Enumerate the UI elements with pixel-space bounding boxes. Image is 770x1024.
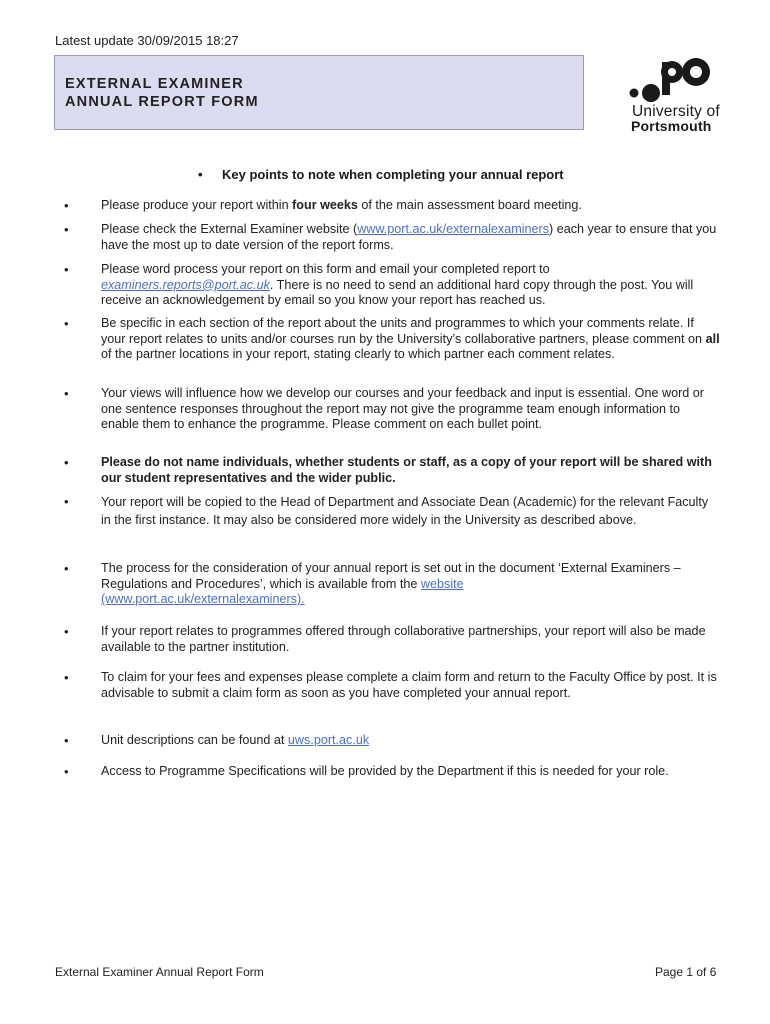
form-title-line-1: EXTERNAL EXAMINER <box>65 76 244 92</box>
unit-descriptions-link[interactable]: uws.port.ac.uk <box>287 733 370 747</box>
list-item-text: If your report relates to programmes offered through collaborative partnerships, your report will also be made available to the partner institution. <box>101 624 706 654</box>
logo-portsmouth-text: Portsmouth <box>631 118 712 134</box>
examiners-email-link[interactable]: examiners.reports@port.ac.uk <box>101 277 270 292</box>
bullet-glyph: • <box>64 624 69 639</box>
list-item-text: Please do not name individuals, whether students or staff, as a copy of your report will be shared with our student representatives and the wider public. <box>101 455 712 485</box>
list-item-text: Be specific in each section of the report about the units and programmes to which your comments relate. If your report relates to units and/or courses run by the University’s collaborative partners, please comment on all of the partner locations in your report, stating clearly to which partner each comment relates. <box>101 316 720 362</box>
list-item-text: Please produce your report within four weeks of the main assessment board meeting. <box>101 198 582 212</box>
bullet-glyph: • <box>64 561 69 576</box>
logo-university-text: University of <box>632 103 720 120</box>
form-title-line-2: ANNUAL REPORT FORM <box>65 94 259 110</box>
key-points-heading-text: Key points to note when completing your annual report <box>222 167 564 182</box>
bullet-glyph: • <box>64 455 69 470</box>
footer-page-number: Page 1 of 6 <box>655 965 717 979</box>
bullet-glyph: • <box>64 386 69 401</box>
list-item-text: Please word process your report on this form and email your completed report to examiners.reports@port.ac.uk. There is no need to send an additional hard copy through the post. You will receive an acknowledgement by email so you know your report has reached us. <box>101 262 694 308</box>
list-item-text: Please check the External Examiner website (www.port.ac.uk/externalexaminers) each year to ensure that you have the most up to date version of the report forms. <box>101 222 717 252</box>
external-examiners-website-link[interactable]: www.port.ac.uk/externalexaminers <box>357 222 549 236</box>
website-link[interactable]: website <box>420 576 464 591</box>
list-item-text: Your views will influence how we develop our courses and your feedback and input is essential. One word or one sentence responses throughout the report may not give the programme team enough information to enable them to enhance the programme. Please comment on each bullet point. <box>101 386 704 432</box>
external-examiners-url-link[interactable]: (www.port.ac.uk/externalexaminers). <box>101 592 305 607</box>
list-item-text: The process for the consideration of your annual report is set out in the document ‘External Examiners – Regulations and Procedures’, which is available from the website (www.port.ac.uk/externalexaminers). <box>101 561 681 607</box>
bullet-glyph: • <box>64 733 69 748</box>
bullet-glyph: • <box>64 262 69 277</box>
bullet-glyph: • <box>64 198 69 213</box>
form-title-box <box>54 55 584 130</box>
latest-update-text: Latest update 30/09/2015 18:27 <box>55 33 239 48</box>
footer-form-name: External Examiner Annual Report Form <box>55 965 264 979</box>
bullet-glyph: • <box>64 670 69 685</box>
list-item-text: To claim for your fees and expenses please complete a claim form and return to the Faculty Office by post. It is advisable to submit a claim form as soon as you have completed your annual report. <box>101 670 717 700</box>
list-item-text: Unit descriptions can be found at uws.port.ac.uk <box>101 733 370 747</box>
bullet-glyph: • <box>64 764 69 779</box>
bullet-glyph: • <box>198 167 203 182</box>
list-item-text: Access to Programme Specifications will be provided by the Department if this is needed for your role. <box>101 764 669 778</box>
bullet-glyph: • <box>64 494 69 509</box>
bullet-glyph: • <box>64 222 69 237</box>
list-item-text: Your report will be copied to the Head of Department and Associate Dean (Academic) for the relevant Faculty in the first instance. It may also be considered more widely in the University as described above. <box>101 495 709 527</box>
bullet-glyph: • <box>64 316 69 331</box>
